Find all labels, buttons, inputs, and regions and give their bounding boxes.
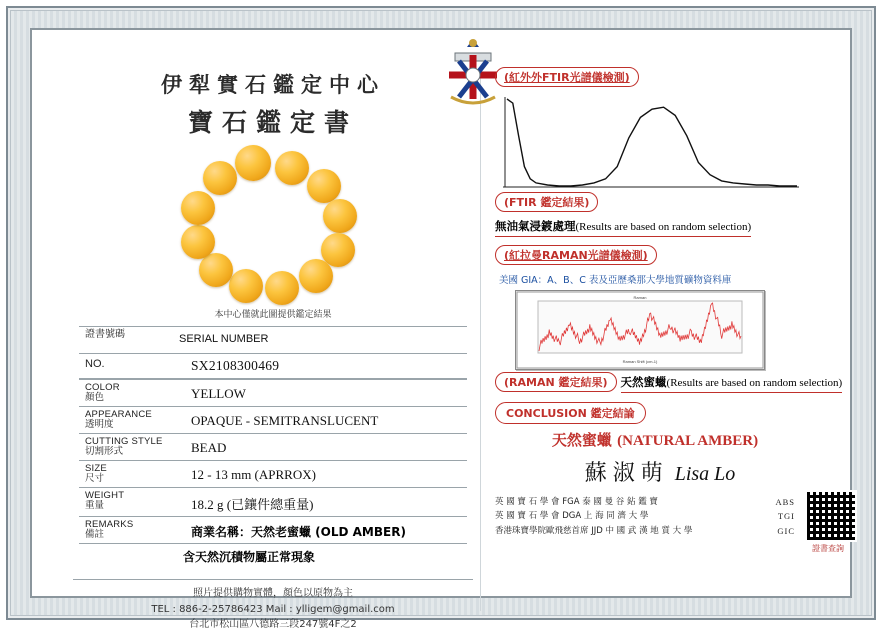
spec-label-en: SIZE	[85, 463, 107, 474]
spec-value: 12 - 13 mm (APRROX)	[191, 467, 316, 482]
qr-code[interactable]	[805, 490, 857, 542]
column-divider	[480, 71, 481, 611]
raman-note: 美國 GIA：A、B、C 表及亞歷桑那大學地質礦物資料庫	[499, 275, 732, 286]
table-row	[79, 433, 467, 460]
list-item	[495, 495, 795, 509]
credentials-list	[495, 495, 795, 538]
serial-no-label: NO.	[85, 358, 105, 370]
credential-text: 香港珠寶學院歐飛慈首席 JJD 中 國 武 漢 地 質 大 學	[495, 525, 693, 536]
conclusion-value	[495, 429, 815, 450]
signature	[495, 456, 825, 487]
credential-code: GIC	[777, 525, 795, 536]
spec-label-en: COLOR	[85, 382, 120, 393]
photo-note: 本中心僅就此圖提供鑑定結果	[214, 310, 332, 320]
spec-label-cn: 透明度	[85, 418, 114, 430]
spec-value: BEAD	[191, 440, 227, 455]
table-row	[79, 379, 467, 406]
spec-label-en: CUTTING STYLE	[85, 436, 163, 447]
list-item	[495, 509, 795, 523]
qr-caption: 證書查詢	[812, 544, 844, 554]
spec-value: OPAQUE - SEMITRANSLUCENT	[191, 413, 379, 428]
spec-table	[79, 326, 467, 569]
spec-label-cn: 備註	[85, 528, 105, 540]
spec-label-cn: 切割形式	[85, 445, 124, 457]
serial-label-cn: 證書號碼	[85, 329, 125, 340]
list-item	[495, 524, 795, 538]
footer-contact: TEL : 886-2-25786423 Mail : ylligem@gmail.com	[151, 603, 395, 615]
conclusion-en: (NATURAL AMBER)	[617, 433, 759, 449]
signature-cn: 蘇淑萌	[584, 461, 669, 486]
table-row	[79, 406, 467, 433]
raman-result-title: (RAMAN 鑑定結果)	[495, 372, 617, 392]
credential-text: 英 國 寶 石 學 會 DGA 上 海 同 濟 大 學	[495, 511, 649, 522]
spec-label-en: REMARKS	[85, 519, 134, 530]
center-name: 伊犁實石鑑定中心	[161, 73, 385, 97]
page-title: 寶石鑑定書	[187, 108, 358, 137]
ftir-chart	[501, 95, 801, 190]
footer-note: 照片提供購物實體，顏色以原物為主	[193, 588, 353, 599]
raman-result-cn: 天然蜜蠟	[620, 375, 667, 389]
raman-result	[621, 374, 843, 393]
left-footer	[73, 579, 473, 633]
signature-en: Lisa Lo	[674, 463, 736, 485]
ftir-result-title: (FTIR 鑑定結果)	[495, 192, 598, 212]
credential-text: 英 國 寶 石 學 會 FGA 泰 國 曼 谷 鉆 鑑 寶	[495, 497, 658, 507]
spec-label-cn: 重量	[85, 499, 105, 511]
spec-value: 18.2 g (已鑲件總重量)	[191, 497, 314, 512]
document-body	[33, 31, 849, 630]
spec-label-cn: 顏色	[85, 391, 105, 403]
serial-label-en: SERIAL NUMBER	[179, 333, 269, 345]
table-row	[79, 460, 467, 487]
table-row	[79, 487, 467, 516]
svg-text:Raman: Raman	[633, 295, 647, 300]
conclusion-title: CONCLUSION 鑑定結論	[495, 402, 646, 424]
ftir-result-cn: 無油氣浸鍍處理	[495, 219, 576, 233]
table-row	[79, 516, 467, 543]
ftir-section-title: (紅外外FTIR光譜儀檢測)	[495, 67, 639, 87]
spec-value: 商業名稱：天然老蜜蠟 (OLD AMBER)	[191, 525, 406, 539]
credential-code: ABS	[775, 497, 795, 507]
right-column	[495, 67, 857, 554]
gem-photo	[123, 145, 423, 305]
serial-header-row	[79, 326, 467, 353]
raman-chart	[515, 290, 765, 370]
credential-code: TGI	[777, 511, 795, 522]
ftir-result	[495, 218, 751, 237]
ftir-result-en: (Results are based on random selection)	[575, 221, 752, 233]
svg-text:Raman Shift (cm-1): Raman Shift (cm-1)	[622, 359, 658, 364]
spec-label-en: WEIGHT	[85, 490, 125, 501]
serial-number-row	[79, 353, 467, 379]
left-column	[73, 61, 473, 633]
footer-address: 台北市松山區八德路三段247號4F之2	[189, 619, 357, 630]
raman-result-en: (Results are based on random selection)	[666, 377, 843, 389]
serial-number-value: SX2108300469	[191, 358, 280, 373]
raman-section-title: (紅拉曼RAMAN光譜儀檢測)	[495, 245, 657, 265]
spec-value: YELLOW	[191, 386, 246, 401]
spec-label-cn: 尺寸	[85, 472, 105, 484]
spec-label-en: APPEARANCE	[85, 409, 152, 420]
remark-extra: 含天然沉積物屬正常現象	[79, 543, 467, 569]
conclusion-cn: 天然蜜蠟	[551, 431, 612, 449]
